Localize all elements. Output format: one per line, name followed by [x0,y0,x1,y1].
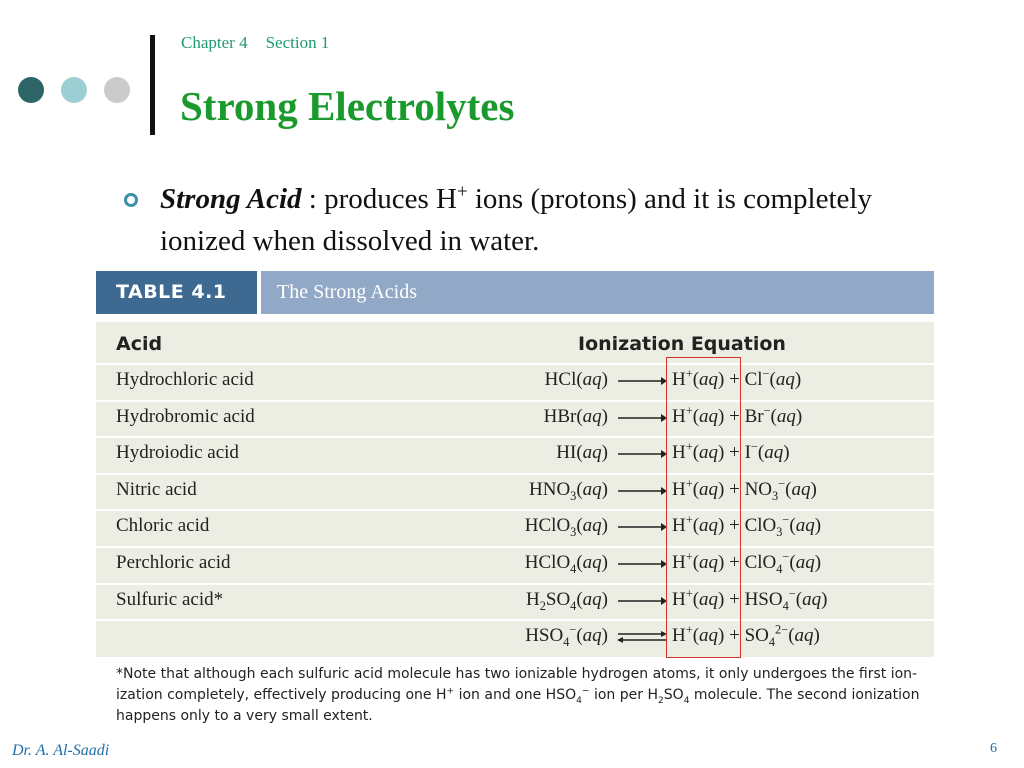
table-row [96,510,934,546]
bullet-sup: + [456,181,468,203]
products: H+(aq) + ClO$_4$−(aq) [672,549,822,576]
section-breadcrumb [181,33,347,53]
reaction-arrow-icon [617,519,667,535]
products: $H^+(aq) + HSO_4^-(aq)$ [672,586,828,613]
table-caption: The Strong Acids [261,271,934,314]
reaction-arrow-icon [617,593,667,609]
decor-dot-1 [18,77,44,103]
bullet-text-part2: ions (protons) and it is completely ionized when dissolved in water. [160,183,872,257]
table-row [96,437,934,473]
table-row [96,584,934,620]
reactant: HI(aq) [556,442,608,464]
chapter-label: Chapter 4 [181,33,248,52]
acid-name: Sulfuric acid* [116,588,224,610]
decor-dot-3 [104,77,130,103]
decor-dot-2 [61,77,87,103]
highlight-box [666,357,741,658]
table-footnote: *Note that although each sulfuric acid molecule has two ionizable hydrogen atoms, it only undergoes the first ion-ization completely, effectively producing one H+ ion and one $HSO_4^-$ ion per $H_2SO_4$ molecule. The second ionization happens only to a very small extent. [116,666,920,724]
reactant: HClO$_3$(aq) [524,515,608,540]
reaction-arrow-icon [617,483,667,499]
footer-author: Dr. A. Al-Saadi [12,742,110,759]
title-divider [150,35,155,135]
reaction-arrow-icon [617,556,667,572]
bullet-text-part1: : produces H [301,183,457,215]
products: $H^+(aq) + NO_3^-(aq)$ [672,476,817,503]
table-row [96,364,934,400]
reaction-arrow-icon [617,410,667,426]
acid-name: Hydrochloric acid [116,369,254,390]
equilibrium-arrow-icon [617,629,667,645]
bullet-term: Strong Acid [160,183,302,215]
reactant: $HNO_3(aq)$ [529,478,608,503]
acid-name: Hydroiodic acid [116,442,239,464]
products: H+(aq) + Cl−(aq) [672,366,802,390]
section-label: Section 1 [265,33,330,52]
reactant: $H_2SO_4(aq)$ [525,588,608,613]
bullet-text [160,178,920,262]
bullet-icon [124,193,138,207]
reaction-arrow-icon [617,446,667,462]
reactant: HBr(aq) [543,405,608,427]
acid-name: Nitric acid [116,478,197,500]
acid-name: Perchloric acid [116,552,231,573]
table-row [96,620,934,656]
acid-name: Chloric acid [116,515,210,537]
table-row [96,547,934,583]
column-header-equation: Ionization Equation [578,333,786,355]
reactant: HClO$_4$(aq) [524,552,608,576]
acid-name: Hydrobromic acid [116,405,255,427]
column-header-acid: Acid [116,333,163,355]
table-label: TABLE 4.1 [96,271,257,314]
products: H+(aq) + Br−(aq) [672,403,803,427]
table-body [96,322,934,657]
reaction-arrow-icon [617,373,667,389]
reactant: $HSO_4^-(aq)$ [525,622,608,649]
page-number: 6 [990,741,997,756]
page-title: Strong Electrolytes [180,83,515,129]
products: H+(aq) + I−(aq) [672,439,790,464]
table-row [96,474,934,510]
table-row [96,401,934,437]
table-header-bar [96,271,934,314]
reactant: HCl(aq) [544,369,608,390]
products: H+(aq) + ClO$_3$−(aq) [672,513,822,540]
products: $H^+(aq) + SO_4^{2-}(aq)$ [672,622,820,649]
